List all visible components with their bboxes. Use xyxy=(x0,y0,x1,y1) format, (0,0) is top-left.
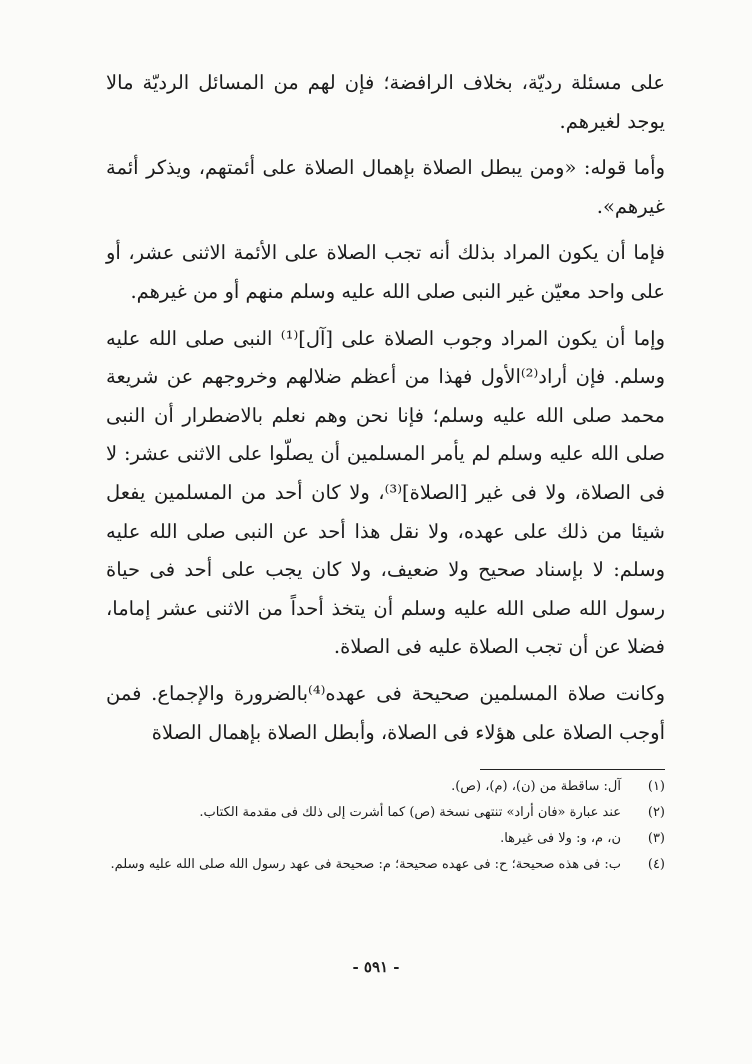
paragraph-2: وأما قوله: «ومن يبطل الصلاة بإهمال الصلاة على أئمتهم، ويذكر أئمة غيرهم». xyxy=(106,156,665,218)
footnote-text: ب: فى هذه صحيحة؛ ح: فى عهده صحيحة؛ م: صحيحة فى عهد رسول الله صلى الله عليه وسلم. xyxy=(110,857,621,872)
paragraph-5: وكانت صلاة المسلمين صحيحة فى عهده⁽⁴⁾بالضرورة والإجماع. فمن أوجب الصلاة على هؤلاء فى الصلاة، وأبطل الصلاة بإهمال الصلاة xyxy=(106,681,665,744)
footnote-text: عند عبارة «فان أراد» تنتهى نسخة (ص) كما أشرت إلى ذلك فى مقدمة الكتاب. xyxy=(199,805,621,820)
paragraph-gap xyxy=(106,141,665,149)
footnote-4 xyxy=(106,852,665,878)
paragraph-gap xyxy=(106,312,665,320)
footnote-number: (١) xyxy=(647,779,665,794)
paragraph-gap xyxy=(106,226,665,234)
footnote-1 xyxy=(106,774,665,800)
paragraph-3: فإما أن يكون المراد بذلك أنه تجب الصلاة على الأئمة الاثنى عشر، أو على واحد معيّن غير النبى صلى الله عليه وسلم منهم أو من غيرهم. xyxy=(106,241,665,303)
footnote-divider xyxy=(480,769,665,770)
footnote-3 xyxy=(106,826,665,852)
page-number: - ٥٩١ - xyxy=(352,958,400,976)
footnote-number: (٢) xyxy=(647,805,665,820)
footnote-number: (٤) xyxy=(647,857,665,872)
footnote-text: ن، م، و: ولا فى غيرها. xyxy=(500,831,621,846)
paragraph-4: وإما أن يكون المراد وجوب الصلاة على [آل]⁽¹⁾ النبى صلى الله عليه وسلم. فإن أراد⁽²⁾الأول فهذا من أعظم ضلالهم وخروجهم عن شريعة محمد صلى الله عليه وسلم؛ فإنا نحن وهم نعلم بالاضطرار أن النبى صلى الله عليه وسلم لم يأمر المسلمين أن يصلّوا على الاثنى عشر: لا فى الصلاة، ولا فى غير [الصلاة]⁽³⁾، ولا كان أحد من المسلمين يفعل شيئا من ذلك على عهده، ولا نقل هذا أحد عن النبى صلى الله عليه وسلم: لا بإسناد صحيح ولا ضعيف، ولا كان يجب على أحد فى حياة رسول الله صلى الله عليه وسلم أن يتخذ أحداً من الاثنى عشر إماما، فضلا عن أن تجب الصلاة عليه فى الصلاة. xyxy=(106,326,666,659)
footnotes xyxy=(106,774,665,878)
main-text xyxy=(106,64,665,752)
paragraph-gap xyxy=(106,667,665,675)
footnote-2 xyxy=(106,800,665,826)
footnote-number: (٣) xyxy=(647,831,665,846)
footnote-text: آل: ساقطة من (ن)، (م)، (ص). xyxy=(451,779,621,794)
paragraph-1: على مسئلة رديّة، بخلاف الرافضة؛ فإن لهم من المسائل الرديّة مالا يوجد لغيرهم. xyxy=(106,71,665,133)
